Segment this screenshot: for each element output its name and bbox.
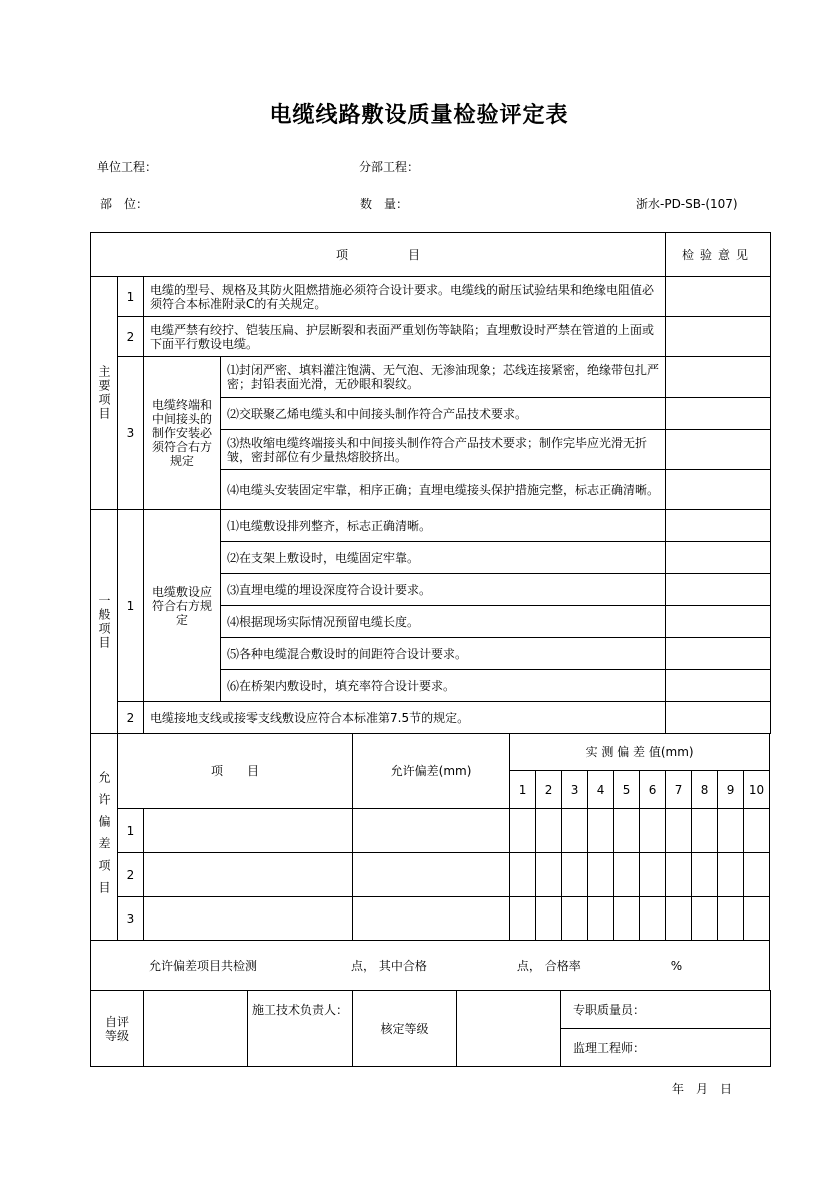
requirement-label: 电缆终端和中间接头的制作安装必须符合右方规定 bbox=[144, 357, 221, 510]
measured-cell[interactable] bbox=[510, 853, 536, 897]
opinion-cell[interactable] bbox=[666, 317, 771, 357]
header-item: 项 目 bbox=[91, 233, 666, 277]
measured-cell[interactable] bbox=[744, 809, 770, 853]
deviation-row bbox=[91, 809, 770, 853]
row-no: 3 bbox=[118, 357, 144, 510]
deviation-item-cell[interactable] bbox=[144, 809, 353, 853]
opinion-cell[interactable] bbox=[666, 702, 771, 734]
measured-cell[interactable] bbox=[692, 809, 718, 853]
requirement-text: ⑶直埋电缆的埋设深度符合设计要求。 bbox=[221, 574, 666, 606]
measured-cell[interactable] bbox=[718, 809, 744, 853]
measured-col-header: 3 bbox=[562, 771, 588, 809]
opinion-cell[interactable] bbox=[666, 357, 771, 398]
measured-cell[interactable] bbox=[562, 809, 588, 853]
measured-cell[interactable] bbox=[536, 853, 562, 897]
summary-row bbox=[91, 941, 770, 991]
opinion-cell[interactable] bbox=[666, 638, 771, 670]
measured-col-header: 9 bbox=[718, 771, 744, 809]
quality-inspector-label: 专职质量员： bbox=[561, 991, 771, 1029]
summary-text: 允许偏差项目共检测 bbox=[149, 958, 258, 973]
page-title: 电缆线路敷设质量检验评定表 bbox=[269, 103, 569, 128]
measured-cell[interactable] bbox=[640, 897, 666, 941]
requirement-text: ⑹在桥架内敷设时，填充率符合设计要求。 bbox=[221, 670, 666, 702]
measured-cell[interactable] bbox=[666, 897, 692, 941]
supervisor-label: 监理工程师： bbox=[561, 1029, 771, 1067]
measured-col-header: 6 bbox=[640, 771, 666, 809]
opinion-cell[interactable] bbox=[666, 542, 771, 574]
measured-cell[interactable] bbox=[562, 853, 588, 897]
row-no: 2 bbox=[118, 853, 144, 897]
requirement-text: ⑷电缆头安装固定牢靠，相序正确；直埋电缆接头保护措施完整，标志正确清晰。 bbox=[221, 470, 666, 510]
requirement-text: ⑸各种电缆混合敷设时的间距符合设计要求。 bbox=[221, 638, 666, 670]
verify-grade-label: 核定等级 bbox=[353, 991, 457, 1067]
summary-text: 点， bbox=[516, 958, 541, 973]
opinion-cell[interactable] bbox=[666, 430, 771, 470]
measured-cell[interactable] bbox=[744, 897, 770, 941]
allowed-cell[interactable] bbox=[353, 897, 510, 941]
measured-cell[interactable] bbox=[692, 853, 718, 897]
measured-col-header: 1 bbox=[510, 771, 536, 809]
requirement-text: 电缆严禁有绞拧、铠装压扁、护层断裂和表面严重划伤等缺陷；直埋敷设时严禁在管道的上面或下面平行敷设电缆。 bbox=[144, 317, 666, 357]
measured-cell[interactable] bbox=[718, 897, 744, 941]
summary-text: 其中合格 bbox=[378, 958, 427, 973]
deviation-table bbox=[90, 733, 770, 991]
row-no: 2 bbox=[118, 317, 144, 357]
self-grade-label: 自评等级 bbox=[91, 991, 144, 1067]
deviation-row bbox=[91, 897, 770, 941]
measured-cell[interactable] bbox=[588, 809, 614, 853]
measured-cell[interactable] bbox=[536, 897, 562, 941]
requirement-text: 电缆的型号、规格及其防火阻燃措施必须符合设计要求。电缆线的耐压试验结果和绝缘电阻值必须符合本标准附录C的有关规定。 bbox=[144, 277, 666, 317]
main-group-label: 主要项目 bbox=[91, 277, 118, 510]
measured-cell[interactable] bbox=[510, 897, 536, 941]
requirement-text: ⑷根据现场实际情况预留电缆长度。 bbox=[221, 606, 666, 638]
measured-cell[interactable] bbox=[588, 897, 614, 941]
allowed-cell[interactable] bbox=[353, 853, 510, 897]
deviation-group-label: 允许偏差项目 bbox=[91, 734, 118, 941]
deviation-item-cell[interactable] bbox=[144, 853, 353, 897]
measured-cell[interactable] bbox=[510, 809, 536, 853]
summary-text: % bbox=[670, 958, 683, 973]
measured-cell[interactable] bbox=[666, 809, 692, 853]
self-grade-cell[interactable] bbox=[144, 991, 248, 1067]
general-group-label: 一般项目 bbox=[91, 510, 118, 734]
measured-header: 实 测 偏 差 值(mm) bbox=[510, 734, 770, 771]
opinion-cell[interactable] bbox=[666, 574, 771, 606]
opinion-cell[interactable] bbox=[666, 670, 771, 702]
allowed-header: 允许偏差(mm) bbox=[353, 734, 510, 809]
measured-cell[interactable] bbox=[692, 897, 718, 941]
main-table bbox=[90, 232, 771, 734]
summary-text: 合格率 bbox=[544, 958, 581, 973]
measured-cell[interactable] bbox=[744, 853, 770, 897]
deviation-row bbox=[91, 853, 770, 897]
row-no: 1 bbox=[118, 277, 144, 317]
row-no: 1 bbox=[118, 809, 144, 853]
row-no: 3 bbox=[118, 897, 144, 941]
allowed-cell[interactable] bbox=[353, 809, 510, 853]
measured-cell[interactable] bbox=[588, 853, 614, 897]
tech-lead-label: 施工技术负责人： bbox=[248, 991, 353, 1067]
location-label: 部 位： bbox=[100, 197, 149, 211]
summary-text: 点， bbox=[351, 958, 376, 973]
opinion-cell[interactable] bbox=[666, 510, 771, 542]
opinion-cell[interactable] bbox=[666, 398, 771, 430]
measured-col-header: 7 bbox=[666, 771, 692, 809]
requirement-text: ⑴封闭严密、填料灌注饱满、无气泡、无渗油现象；芯线连接紧密，绝缘带包扎严密；封铅表面光滑，无砂眼和裂纹。 bbox=[221, 357, 666, 398]
quantity-label: 数 量： bbox=[360, 197, 409, 211]
header-opinion: 检验意见 bbox=[666, 233, 771, 277]
measured-cell[interactable] bbox=[614, 853, 640, 897]
row-no: 2 bbox=[118, 702, 144, 734]
requirement-label: 电缆敷设应符合右方规定 bbox=[144, 510, 221, 702]
requirement-text: 电缆接地支线或接零支线敷设应符合本标准第7.5节的规定。 bbox=[144, 702, 666, 734]
measured-col-header: 10 bbox=[744, 771, 770, 809]
requirement-text: ⑴电缆敷设排列整齐，标志正确清晰。 bbox=[221, 510, 666, 542]
opinion-cell[interactable] bbox=[666, 470, 771, 510]
signature-table bbox=[90, 990, 771, 1067]
measured-cell[interactable] bbox=[640, 853, 666, 897]
measured-col-header: 4 bbox=[588, 771, 614, 809]
measured-cell[interactable] bbox=[640, 809, 666, 853]
measured-cell[interactable] bbox=[536, 809, 562, 853]
date-label: 年 月 日 bbox=[672, 1082, 733, 1096]
measured-cell[interactable] bbox=[666, 853, 692, 897]
form-code: 浙水-PD-SB-(107) bbox=[636, 197, 738, 211]
measured-cell[interactable] bbox=[718, 853, 744, 897]
row-no: 1 bbox=[118, 510, 144, 702]
verify-grade-cell[interactable] bbox=[457, 991, 561, 1067]
sub-project-label: 分部工程： bbox=[359, 160, 420, 174]
measured-cell[interactable] bbox=[562, 897, 588, 941]
measured-cell[interactable] bbox=[614, 897, 640, 941]
measured-col-header: 5 bbox=[614, 771, 640, 809]
unit-project-label: 单位工程： bbox=[97, 160, 158, 174]
measured-col-header: 8 bbox=[692, 771, 718, 809]
requirement-text: ⑶热收缩电缆终端接头和中间接头制作符合产品技术要求；制作完毕应光滑无折皱，密封部位有少量热熔胶挤出。 bbox=[221, 430, 666, 470]
deviation-item-cell[interactable] bbox=[144, 897, 353, 941]
opinion-cell[interactable] bbox=[666, 277, 771, 317]
opinion-cell[interactable] bbox=[666, 606, 771, 638]
requirement-text: ⑵交联聚乙烯电缆头和中间接头制作符合产品技术要求。 bbox=[221, 398, 666, 430]
measured-cell[interactable] bbox=[614, 809, 640, 853]
requirement-text: ⑵在支架上敷设时，电缆固定牢靠。 bbox=[221, 542, 666, 574]
measured-col-header: 2 bbox=[536, 771, 562, 809]
deviation-item-header: 项 目 bbox=[118, 734, 353, 809]
